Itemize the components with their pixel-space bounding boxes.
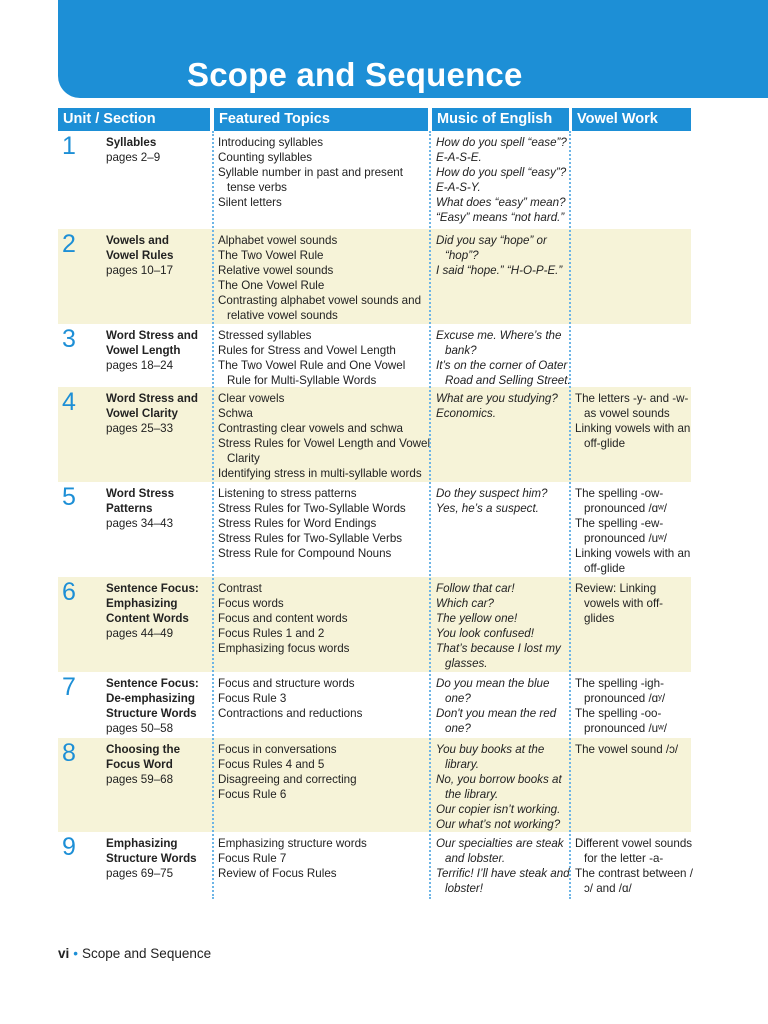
music-line: It’s on the corner of Oater Road and Selling Street.	[436, 359, 571, 387]
topic-item: Contrasting alphabet vowel sounds and relative vowel sounds	[218, 294, 422, 322]
topic-item: Relative vowel sounds	[218, 264, 334, 277]
featured-topics-cell	[218, 391, 432, 481]
music-line: That’s because I lost my glasses.	[436, 642, 561, 670]
topic-item: Schwa	[218, 407, 253, 420]
topic-item: Contractions and reductions	[218, 707, 363, 720]
featured-topics-cell	[218, 581, 432, 656]
topic-item: Contrasting clear vowels and schwa	[218, 422, 403, 435]
unit-name: Word Stress and	[106, 329, 198, 342]
music-of-english-cell	[436, 486, 572, 516]
vowel-item: The contrast between /ɔ/ and /ɑ/	[575, 867, 693, 895]
vowel-item: Linking vowels with an off-glide	[575, 422, 691, 450]
vowel-item: Review: Linking vowels with off-glides	[575, 582, 664, 625]
topic-item: Syllable number in past and present tense verbs	[218, 166, 403, 194]
table-row	[58, 482, 691, 577]
topic-item: Disagreeing and correcting	[218, 773, 357, 786]
bullet-icon: •	[73, 946, 78, 961]
vowel-item: The spelling -ew- pronounced /uʷ/	[575, 517, 667, 545]
unit-cell	[106, 676, 214, 736]
topic-item: The One Vowel Rule	[218, 279, 325, 292]
music-of-english-cell	[436, 581, 572, 671]
header-music-of-english: Music of English	[432, 108, 569, 131]
topic-item: Stress Rules for Two-Syllable Verbs	[218, 532, 403, 545]
column-divider	[212, 131, 214, 899]
unit-number: 5	[62, 483, 76, 511]
topic-item: Silent letters	[218, 196, 282, 209]
topic-item: Focus and content words	[218, 612, 348, 625]
music-line: Economics.	[436, 407, 496, 420]
unit-cell	[106, 836, 214, 881]
topic-item: Identifying stress in multi-syllable words	[218, 467, 422, 480]
music-line: Excuse me. Where’s the bank?	[436, 329, 562, 357]
unit-number: 8	[62, 739, 76, 767]
featured-topics-cell	[218, 135, 432, 210]
table-row	[58, 131, 691, 229]
music-line: Our specialties are steak and lobster.	[436, 837, 564, 865]
table-header	[58, 108, 691, 131]
topic-item: Emphasizing structure words	[218, 837, 367, 850]
featured-topics-cell	[218, 836, 432, 881]
music-line: You look confused!	[436, 627, 534, 640]
unit-name: Structure Words	[106, 852, 197, 865]
table-row	[58, 324, 691, 387]
unit-number: 1	[62, 132, 76, 160]
topic-item: The Two Vowel Rule and One Vowel Rule for Multi-Syllable Words	[218, 359, 406, 387]
music-line: Which car?	[436, 597, 494, 610]
featured-topics-cell	[218, 328, 432, 388]
table-row	[58, 832, 691, 902]
vowel-item: Linking vowels with an off-glide	[575, 547, 691, 575]
topic-item: Introducing syllables	[218, 136, 324, 149]
unit-name: Vowel Clarity	[106, 407, 178, 420]
music-of-english-cell	[436, 233, 572, 278]
music-line: Did you say “hope” or “hop”?	[436, 234, 547, 262]
music-line: Do you mean the blue one?	[436, 677, 550, 705]
unit-name: Content Words	[106, 612, 189, 625]
music-line: E-A-S-Y.	[436, 181, 481, 194]
music-line: No, you borrow books at the library.	[436, 773, 562, 801]
music-line: What are you studying?	[436, 392, 558, 405]
topic-item: Rules for Stress and Vowel Length	[218, 344, 396, 357]
unit-cell	[106, 135, 214, 165]
unit-cell	[106, 742, 214, 787]
page-title: Scope and Sequence	[187, 56, 523, 93]
featured-topics-cell	[218, 676, 432, 721]
unit-name: Structure Words	[106, 707, 197, 720]
unit-number: 2	[62, 230, 76, 258]
music-line: Our what’s not working?	[436, 818, 561, 831]
vowel-work-cell	[575, 391, 693, 451]
topic-item: Listening to stress patterns	[218, 487, 357, 500]
unit-name: Vowel Rules	[106, 249, 174, 262]
music-line: E-A-S-E.	[436, 151, 482, 164]
music-line: Terrific! I’ll have steak and lobster!	[436, 867, 570, 895]
footer-label: Scope and Sequence	[82, 946, 212, 961]
music-line: How do you spell “ease”?	[436, 136, 567, 149]
music-line: “Easy” means “not hard.”	[436, 211, 565, 224]
unit-number: 3	[62, 325, 76, 353]
unit-name: De-emphasizing	[106, 692, 195, 705]
topic-item: Alphabet vowel sounds	[218, 234, 338, 247]
music-line: I said “hope.” “H-O-P-E.”	[436, 264, 563, 277]
vowel-item: The spelling -oo- pronounced /uʷ/	[575, 707, 667, 735]
unit-number: 4	[62, 388, 76, 416]
unit-name: Sentence Focus:	[106, 582, 199, 595]
topic-item: Emphasizing focus words	[218, 642, 350, 655]
vowel-item: The spelling -ow- pronounced /ɑʷ/	[575, 487, 667, 515]
vowel-work-cell	[575, 581, 693, 626]
header-unit-section: Unit / Section	[58, 108, 210, 131]
topic-item: Focus in conversations	[218, 743, 337, 756]
unit-pages: pages 69–75	[106, 867, 174, 880]
table-row	[58, 387, 691, 482]
music-line: Our copier isn’t working.	[436, 803, 561, 816]
topic-item: Focus Rule 3	[218, 692, 287, 705]
table-row	[58, 229, 691, 324]
unit-cell	[106, 328, 214, 373]
unit-name: Sentence Focus:	[106, 677, 199, 690]
topic-item: Stressed syllables	[218, 329, 312, 342]
vowel-item: The vowel sound /ɔ/	[575, 743, 679, 756]
table-row	[58, 577, 691, 672]
unit-name: Vowels and	[106, 234, 169, 247]
topic-item: Focus Rules 1 and 2	[218, 627, 325, 640]
page-number: vi	[58, 946, 70, 961]
music-of-english-cell	[436, 391, 572, 421]
music-line: What does “easy” mean?	[436, 196, 566, 209]
vowel-work-cell	[575, 676, 693, 736]
scope-table	[58, 108, 693, 895]
unit-number: 6	[62, 578, 76, 606]
unit-number: 9	[62, 833, 76, 861]
topic-item: Focus Rules 4 and 5	[218, 758, 325, 771]
music-of-english-cell	[436, 836, 572, 896]
topic-item: Focus Rule 6	[218, 788, 287, 801]
music-line: How do you spell “easy”?	[436, 166, 567, 179]
music-line: The yellow one!	[436, 612, 518, 625]
topic-item: Contrast	[218, 582, 262, 595]
music-line: You buy books at the library.	[436, 743, 545, 771]
unit-pages: pages 25–33	[106, 422, 174, 435]
unit-name: Word Stress	[106, 487, 175, 500]
page-footer	[58, 946, 211, 961]
table-row	[58, 738, 691, 832]
topic-item: Focus Rule 7	[218, 852, 287, 865]
unit-pages: pages 59–68	[106, 773, 174, 786]
featured-topics-cell	[218, 742, 432, 802]
unit-pages: pages 50–58	[106, 722, 174, 735]
vowel-item: Different vowel sounds for the letter -a-	[575, 837, 693, 865]
unit-pages: pages 10–17	[106, 264, 174, 277]
music-of-english-cell	[436, 135, 572, 225]
unit-pages: pages 18–24	[106, 359, 174, 372]
unit-name: Syllables	[106, 136, 157, 149]
unit-cell	[106, 581, 214, 641]
topic-item: Stress Rules for Two-Syllable Words	[218, 502, 406, 515]
topic-item: The Two Vowel Rule	[218, 249, 324, 262]
unit-pages: pages 34–43	[106, 517, 174, 530]
topic-item: Review of Focus Rules	[218, 867, 337, 880]
topic-item: Stress Rules for Word Endings	[218, 517, 377, 530]
music-of-english-cell	[436, 676, 572, 736]
vowel-item: The letters -y- and -w- as vowel sounds	[575, 392, 689, 420]
column-divider	[569, 131, 571, 899]
vowel-work-cell	[575, 742, 693, 757]
vowel-item: The spelling -igh- pronounced /ɑʸ/	[575, 677, 666, 705]
topic-item: Clear vowels	[218, 392, 285, 405]
unit-name: Vowel Length	[106, 344, 181, 357]
unit-cell	[106, 486, 214, 531]
featured-topics-cell	[218, 486, 432, 561]
unit-pages: pages 2–9	[106, 151, 161, 164]
unit-name: Emphasizing	[106, 597, 178, 610]
featured-topics-cell	[218, 233, 432, 323]
vowel-work-cell	[575, 486, 693, 576]
topic-item: Focus words	[218, 597, 284, 610]
unit-cell	[106, 391, 214, 436]
unit-cell	[106, 233, 214, 278]
vowel-work-cell	[575, 836, 693, 896]
music-line: Do they suspect him?	[436, 487, 548, 500]
unit-name: Word Stress and	[106, 392, 198, 405]
topic-item: Stress Rule for Compound Nouns	[218, 547, 392, 560]
music-line: Don't you mean the red one?	[436, 707, 557, 735]
music-of-english-cell	[436, 328, 572, 388]
unit-pages: pages 44–49	[106, 627, 174, 640]
unit-name: Focus Word	[106, 758, 173, 771]
music-of-english-cell	[436, 742, 572, 832]
unit-name: Patterns	[106, 502, 153, 515]
unit-number: 7	[62, 673, 76, 701]
header-vowel-work: Vowel Work	[572, 108, 691, 131]
unit-name: Choosing the	[106, 743, 181, 756]
unit-name: Emphasizing	[106, 837, 178, 850]
music-line: Follow that car!	[436, 582, 515, 595]
column-divider	[429, 131, 431, 899]
music-line: Yes, he’s a suspect.	[436, 502, 539, 515]
topic-item: Focus and structure words	[218, 677, 355, 690]
header-featured-topics: Featured Topics	[214, 108, 428, 131]
table-row	[58, 672, 691, 738]
topic-item: Counting syllables	[218, 151, 313, 164]
topic-item: Stress Rules for Vowel Length and Vowel Clarity	[218, 437, 431, 465]
